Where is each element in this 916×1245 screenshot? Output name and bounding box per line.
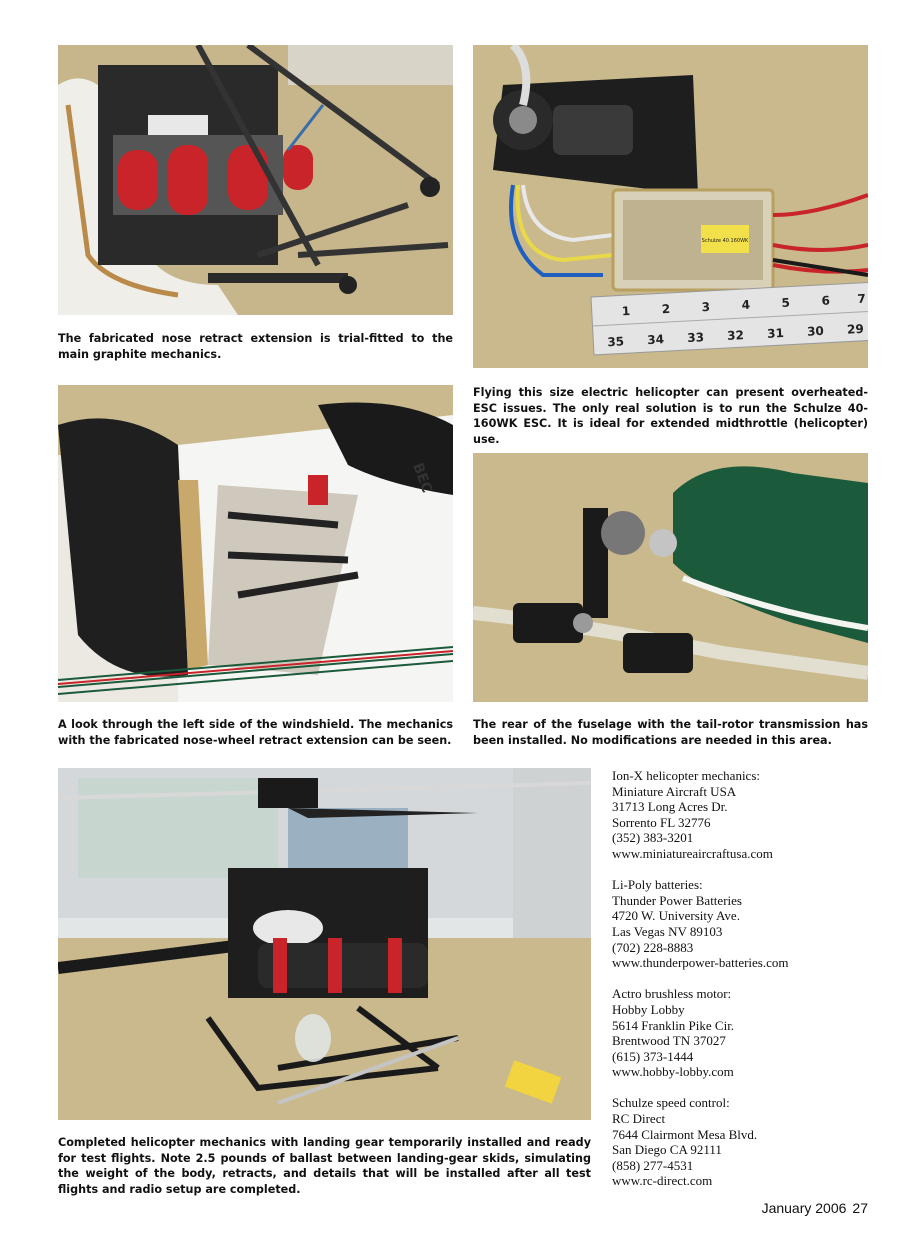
source-title: Actro brushless motor: xyxy=(612,986,732,1002)
source-line: Las Vegas NV 89103 xyxy=(612,923,723,939)
source-title: Schulze speed control: xyxy=(612,1095,730,1111)
source-url: www.hobby-lobby.com xyxy=(612,1064,734,1080)
source-line: RC Direct xyxy=(612,1111,666,1127)
source-url: www.thunderpower-batteries.com xyxy=(612,955,789,971)
source-li-poly xyxy=(612,877,852,971)
ruler-top-4: 4 xyxy=(741,297,751,313)
photo-completed xyxy=(58,768,591,1120)
ruler-bottom-30: 30 xyxy=(806,323,825,339)
source-line: Sorrento FL 32776 xyxy=(612,814,711,830)
source-line: Hobby Lobby xyxy=(612,1001,685,1017)
source-line: 5614 Franklin Pike Cir. xyxy=(612,1017,735,1033)
source-url: www.rc-direct.com xyxy=(612,1173,713,1189)
page-footer xyxy=(762,1200,868,1216)
esc-label: Schulze 40.160WK xyxy=(701,238,749,244)
photo-tail xyxy=(473,453,868,702)
source-line: San Diego CA 92111 xyxy=(612,1142,722,1158)
photo-esc xyxy=(473,45,868,368)
source-url: www.miniatureaircraftusa.com xyxy=(612,845,773,861)
source-title: Li-Poly batteries: xyxy=(612,877,703,893)
photo-windshield xyxy=(58,385,453,702)
ruler-bottom-34: 34 xyxy=(646,332,665,348)
ruler-top-5: 5 xyxy=(781,295,791,311)
ruler-bottom-29: 29 xyxy=(846,321,865,337)
caption-nose-retract: The fabricated nose retract extension is trial-fitted to the main graphite mechanics. xyxy=(58,332,453,361)
ruler-bottom-35: 35 xyxy=(607,334,625,350)
source-ion-x xyxy=(612,768,852,862)
source-line: Brentwood TN 37027 xyxy=(612,1033,726,1049)
source-actro xyxy=(612,986,852,1080)
ruler-top-3: 3 xyxy=(701,299,711,315)
ruler-bottom-33: 33 xyxy=(686,330,705,346)
photo-nose-retract xyxy=(58,45,453,315)
canopy-marking: BEC xyxy=(409,460,435,496)
ruler-top-6: 6 xyxy=(821,293,831,308)
ruler-top-7: 7 xyxy=(857,291,867,307)
source-schulze xyxy=(612,1095,852,1189)
source-line: (858) 277-4531 xyxy=(612,1157,694,1173)
source-line: 31713 Long Acres Dr. xyxy=(612,799,728,815)
caption-windshield: A look through the left side of the windshield. The mechanics with the fabricated nose-wheel retract extension can be seen. xyxy=(58,718,453,747)
ruler-top-1: 1 xyxy=(621,303,631,319)
caption-completed: Completed helicopter mechanics with landing gear temporarily installed and ready for test flights. Note 2.5 pounds of ballast between landing-gear skids, simulating the weight of the body, retracts, and details that will be installed after all test flights and radio setup are completed. xyxy=(58,1136,591,1196)
ruler-top-2: 2 xyxy=(661,301,671,317)
source-line: (352) 383-3201 xyxy=(612,830,694,846)
source-line: 4720 W. University Ave. xyxy=(612,908,740,924)
ruler-bottom-31: 31 xyxy=(766,325,785,341)
ruler-bottom-32: 32 xyxy=(726,328,745,343)
caption-esc: Flying this size electric helicopter can present overheated-ESC issues. The only real solution is to run the Schulze 40-160WK ESC. It is ideal for extended midthrottle (helicopter) use. xyxy=(473,386,868,446)
sources-list xyxy=(612,768,852,1205)
source-line: (615) 373-1444 xyxy=(612,1048,694,1064)
source-line: (702) 228-8883 xyxy=(612,939,694,955)
page-number: 27 xyxy=(852,1200,868,1216)
caption-tail: The rear of the fuselage with the tail-rotor transmission has been installed. No modifications are needed in this area. xyxy=(473,718,868,747)
source-line: Miniature Aircraft USA xyxy=(612,783,737,799)
source-line: 7644 Clairmont Mesa Blvd. xyxy=(612,1126,758,1142)
issue-date: January 2006 xyxy=(761,1200,847,1216)
source-title: Ion-X helicopter mechanics: xyxy=(612,768,760,783)
source-line: Thunder Power Batteries xyxy=(612,892,742,908)
